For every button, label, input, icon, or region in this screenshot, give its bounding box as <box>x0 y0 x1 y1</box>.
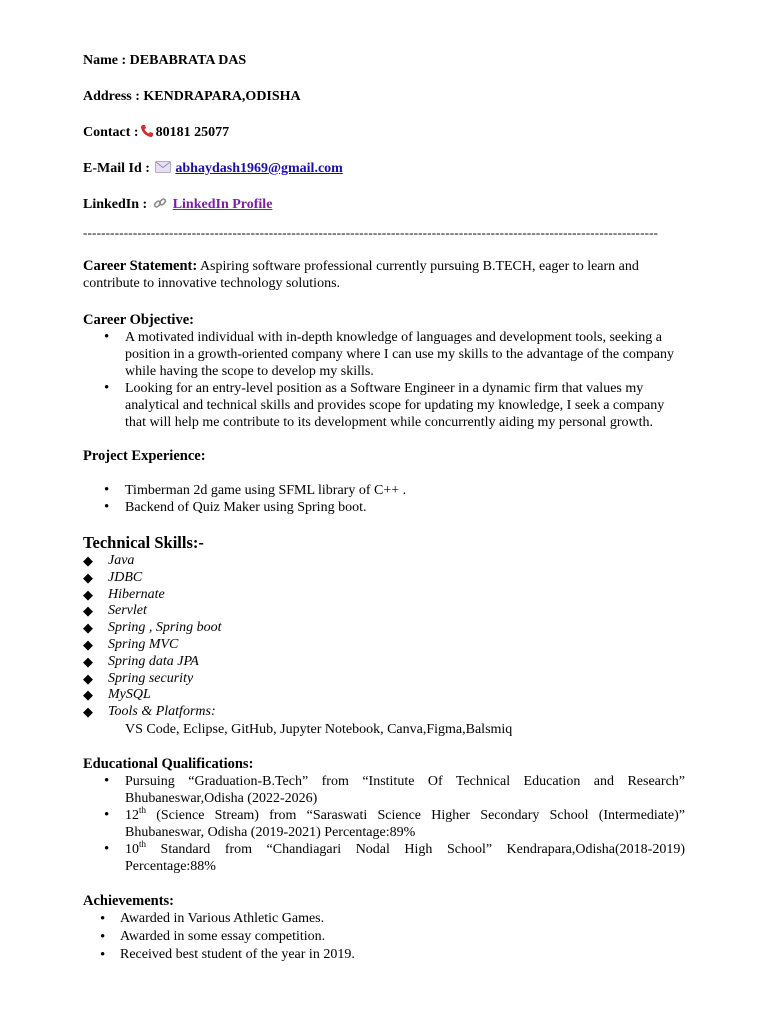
twelfth-line: (Science Stream) from “Saraswati Science Higher Secondary School (Intermediate)” <box>146 807 685 823</box>
technical-skills-heading: Technical Skills:- <box>83 533 204 552</box>
achievements-list <box>83 910 685 964</box>
list-item: ◆ Spring , Spring boot <box>83 620 685 637</box>
contact-label: Contact : <box>83 125 139 140</box>
list-item: ◆ MySQL <box>83 687 685 704</box>
twelfth-suffix: th <box>139 804 147 815</box>
list-item: • Awarded in some essay competition. <box>83 928 685 946</box>
list-item <box>83 773 685 807</box>
address-line <box>83 88 685 124</box>
address-label: Address : <box>83 89 144 104</box>
career-statement-heading: Career Statement: <box>83 258 198 274</box>
list-item: ◆ JDBC <box>83 570 685 587</box>
name-value: DEBABRATA DAS <box>129 53 247 68</box>
list-item: ◆ Spring data JPA <box>83 654 685 671</box>
name-label: Name : <box>83 53 130 68</box>
list-item: ◆ Java <box>83 553 685 570</box>
tenth-number: 10 <box>125 841 139 857</box>
resume-page <box>83 52 685 964</box>
career-objective-heading: Career Objective: <box>83 312 194 328</box>
project-list <box>83 482 685 516</box>
list-item: ◆ Spring security <box>83 671 685 688</box>
education-list <box>83 773 685 875</box>
career-objective-list <box>83 329 685 431</box>
tenth-details: Percentage:88% <box>125 858 216 874</box>
graduation-line: Pursuing “Graduation-B.Tech” from “Institute Of Technical Education and Research” <box>125 773 685 789</box>
list-item: • A motivated individual with in-depth knowledge of languages and development tools, seeking a position in a growth-oriented company where I can use my skills to the advantage of the company while having the scope to develop my skills. <box>83 329 685 380</box>
education-heading: Educational Qualifications: <box>83 755 254 772</box>
list-item <box>83 838 685 875</box>
achievements-heading: Achievements: <box>83 892 175 909</box>
link-icon <box>153 196 167 210</box>
twelfth-number: 12 <box>125 807 139 823</box>
contact-line <box>83 124 685 160</box>
list-item: • Awarded in Various Athletic Games. <box>83 910 685 928</box>
name-line <box>83 52 685 88</box>
address-value: KENDRAPARA,ODISHA <box>143 89 301 104</box>
list-item: ◆ Hibernate <box>83 587 685 604</box>
list-item: • Looking for an entry-level position as a Software Engineer in a dynamic firm that values my analytical and technical skills and provides scope for updating my knowledge, I seek a company that will help me contribute to its development while concurrently aiding my personal growth. <box>83 380 685 431</box>
technical-skills-list <box>83 553 685 721</box>
email-label: E-Mail Id : <box>83 161 154 176</box>
divider-line: ------------------------------------------------------------------------------------------------------------------------------- <box>83 226 659 240</box>
mail-icon <box>155 161 171 173</box>
phone-icon <box>140 124 154 138</box>
tenth-line: Standard from “Chandiagari Nodal High School” Kendrapara,Odisha(2018-2019) <box>146 841 685 857</box>
list-item: ◆ Tools & Platforms: <box>83 704 685 721</box>
career-statement <box>83 258 685 292</box>
list-item: ◆ Servlet <box>83 603 685 620</box>
list-item <box>83 804 685 841</box>
list-item: • Received best student of the year in 2019. <box>83 946 685 964</box>
twelfth-details: Bhubaneswar, Odisha (2019-2021) Percentage:89% <box>125 824 416 840</box>
tools-detail: VS Code, Eclipse, GitHub, Jupyter Notebook, Canva,Figma,Balsmiq <box>125 721 513 737</box>
list-item: ◆ Spring MVC <box>83 637 685 654</box>
graduation-location: Bhubaneswar,Odisha (2022-2026) <box>125 790 318 806</box>
career-statement-text: Aspiring software professional currently pursuing B.TECH, eager to learn and contribute to innovative technology solutions. <box>83 259 639 291</box>
list-item: • Backend of Quiz Maker using Spring boot. <box>83 499 685 516</box>
project-experience-heading: Project Experience: <box>83 448 206 464</box>
email-link[interactable]: abhaydash1969@gmail.com <box>175 161 343 176</box>
contact-value: 80181 25077 <box>155 125 230 140</box>
email-line <box>83 160 685 196</box>
list-item: • Timberman 2d game using SFML library of C++ . <box>83 482 685 499</box>
linkedin-label: LinkedIn : <box>83 197 151 212</box>
linkedin-link[interactable]: LinkedIn Profile <box>172 197 273 212</box>
tenth-suffix: th <box>139 838 147 849</box>
